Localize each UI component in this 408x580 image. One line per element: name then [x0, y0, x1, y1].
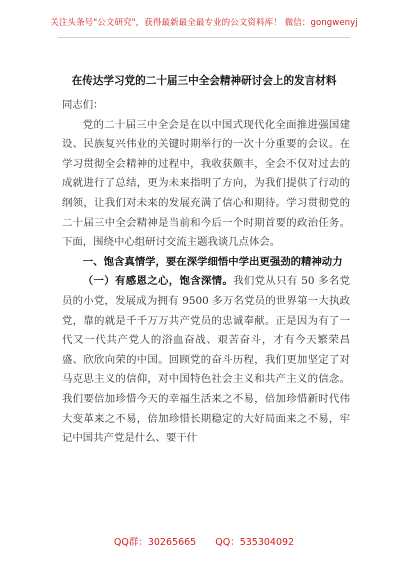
- header-divider: [58, 37, 350, 38]
- subsection-paragraph-1: [62, 272, 350, 448]
- promo-banner: 关注头条号"公文研究"，获得最新最全最专业的公文资料库！ 微信：gongwenyj: [50, 18, 358, 28]
- document-title: 在传达学习党的二十届三中全会精神研讨会上的发言材料: [71, 75, 337, 87]
- qq-group: QQ群：30265665: [113, 537, 197, 548]
- intro-paragraph: 党的二十届三中全会是在以中国式现代化全面推进强国建设、民族复兴伟业的关键时期举行的一次十分重要的会议。在学习贯彻全会精神的过程中，我收获颇丰，全会不仅对过去的成就进行了总结，更为未来指明了方向，为我们提供了行动的纲领，让我们对未来的发展充满了信心和期待。学习贯彻党的二十届三中全会精神是当前和今后一个时期首要的政治任务。下面，围绕中心组研讨交流主题我谈几点体会。: [62, 118, 350, 249]
- qq-number: QQ：535304092: [215, 537, 295, 548]
- subsection-body: 我们党从只有 50 多名党员的小党，发展成为拥有 9500 多万名党员的世界第一大执政党，靠的就是千千万万共产党员的忠诚奉献。正是因为有了一代又一代共产党人的浴血奋战、艰苦奋斗，才有今天繁荣昌盛、欣欣向荣的中国。回顾党的奋斗历程，我们更加坚定了对马克思主义的信仰，对中国特色社会主义和共产主义的信念。我们要倍加珍惜今天的幸福生活来之不易，倍加珍惜新时代伟大变革来之不易，倍加珍惜长期稳定的大好局面来之不易，牢记中国共产党是什么、要干什: [62, 275, 351, 445]
- salutation: 同志们：: [62, 99, 104, 111]
- subsection-lead: （一）有感恩之心，饱含深情。: [82, 275, 234, 288]
- document-body: [62, 96, 350, 449]
- contact-footer: [0, 534, 408, 548]
- section-heading-1: 一、饱含真情学，要在深学细悟中学出更强劲的精神动力: [82, 255, 343, 268]
